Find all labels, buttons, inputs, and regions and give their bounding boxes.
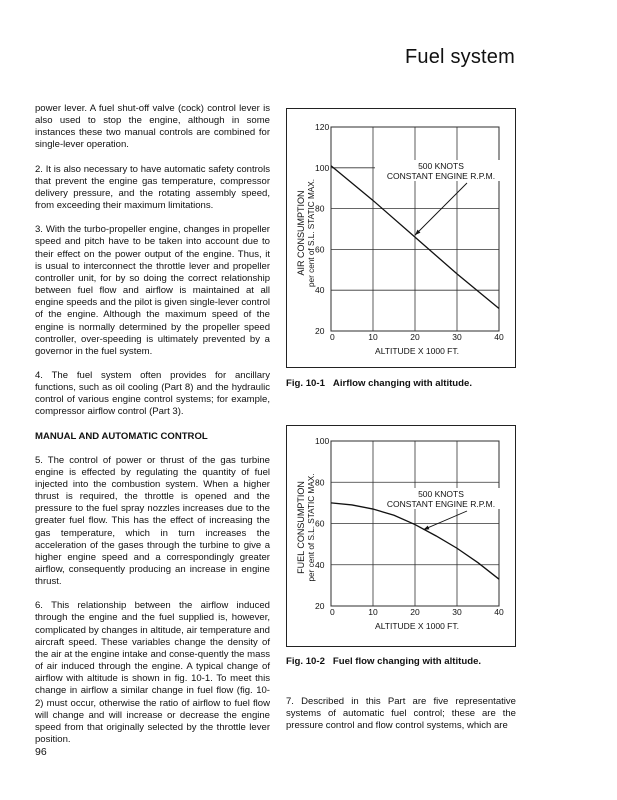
chart-svg-fuel bbox=[287, 426, 517, 648]
paragraph-6: 6. This relationship between the airflow induced through the engine and the fuel supplied is, however, complicated by changes in altitude, air temperature and aircraft speed. These variables change the density of the air at the engine intake and conse-quently the mass of air induced through the engine. A typical change of airflow with altitude is shown in fig. 10-1. To meet this change in airflow a similar change in fuel flow (fig. 10-2) must occur, otherwise the ratio of airflow to fuel flow will change and will increase or decrease the engine speed from that originally selected by the throttle lever position. bbox=[35, 600, 270, 746]
y-tick-label-80: 80 bbox=[315, 203, 325, 214]
caption-1-text: Airflow changing with altitude. bbox=[332, 378, 473, 389]
y-axis-sublabel: per cent of S.L. STATIC MAX. bbox=[307, 473, 316, 582]
x-tick-label-30: 30 bbox=[452, 607, 462, 617]
page-number: 96 bbox=[35, 746, 47, 758]
x-tick-label-20: 20 bbox=[410, 607, 420, 617]
x-tick-label-10: 10 bbox=[368, 332, 378, 342]
paragraph-4: 4. The fuel system often provides for ancillary functions, such as oil cooling (Part 8) and the hydraulic control of various engine control systems; for example, compressor airflow control (Part 3). bbox=[35, 369, 270, 418]
paragraph-5: 5. The control of power or thrust of the gas turbine engine is effected by regulating the quantity of fuel injected into the combustion system. When a higher thrust is required, the throttle is opened and the pressure to the fuel spray nozzles increases due to the greater fuel flow. This has the effect of increasing the gas temperature, which in turn increases the acceleration of the gases through the turbine to give a higher engine speed and a correspondingly greater airflow, consequently producing an increase in engine thrust. bbox=[35, 454, 270, 588]
x-tick-label-0: 0 bbox=[330, 607, 335, 617]
y-axis-label: FUEL CONSUMPTION bbox=[296, 481, 306, 574]
annotation-arrowhead bbox=[423, 526, 429, 530]
caption-1-number: Fig. 10-1 bbox=[286, 378, 325, 389]
x-axis-label: ALTITUDE X 1000 FT. bbox=[375, 346, 459, 356]
y-tick-label-60: 60 bbox=[315, 518, 325, 529]
annotation-leader bbox=[415, 183, 467, 235]
figure-10-2-caption bbox=[286, 656, 526, 668]
x-axis-label: ALTITUDE X 1000 FT. bbox=[375, 621, 459, 631]
y-tick-label-100: 100 bbox=[315, 162, 330, 173]
y-tick-label-20: 20 bbox=[315, 326, 325, 336]
paragraph-1: power lever. A fuel shut-off valve (cock) control lever is also used to stop the engine, although in some instances these two manual controls are combined for single-lever operation. bbox=[35, 103, 270, 151]
y-tick-label-40: 40 bbox=[315, 285, 325, 296]
caption-2-text: Fuel flow changing with altitude. bbox=[332, 656, 482, 667]
paragraph-2: 2. It is also necessary to have automatic safety controls that prevent the engine gas temperature, compressor delivery pressure, and the rotating assembly speed, from exceeding their maximum limitations. bbox=[35, 163, 270, 212]
figure-10-2-chart bbox=[286, 425, 516, 647]
chart-svg-airflow bbox=[287, 109, 517, 369]
section-heading: MANUAL AND AUTOMATIC CONTROL bbox=[35, 430, 208, 442]
y-tick-label-80: 80 bbox=[315, 477, 325, 488]
figure-10-1-caption bbox=[286, 378, 526, 390]
paragraph-3: 3. With the turbo-propeller engine, changes in propeller speed and pitch have to be taken into account due to their effect on the power output of the engine. Thus, it is usual to interconnect the throttle lever and propeller controller unit, for by so doing the correct relationship between fuel flow and airflow is maintained at all engine speeds and the pilot is given single-lever control of the engine. Although the maximum speed of the engine is normally determined by the propeller speed controller, over-speeding is ultimately prevented by a governor in the fuel system. bbox=[35, 224, 270, 357]
y-tick-label-60: 60 bbox=[315, 244, 325, 255]
x-tick-label-0: 0 bbox=[330, 332, 335, 342]
annotation-line-1: 500 KNOTS bbox=[418, 161, 464, 171]
y-tick-label-100: 100 bbox=[315, 436, 330, 446]
annotation-line-1: 500 KNOTS bbox=[418, 489, 464, 499]
x-tick-label-10: 10 bbox=[368, 607, 378, 617]
figure-10-1-chart bbox=[286, 108, 516, 368]
x-tick-label-20: 20 bbox=[410, 332, 420, 342]
page-header-title: Fuel system bbox=[404, 46, 515, 68]
y-axis-sublabel: per cent of S.L. STATIC MAX. bbox=[307, 179, 316, 287]
x-tick-label-40: 40 bbox=[494, 332, 504, 342]
x-tick-label-30: 30 bbox=[452, 332, 462, 342]
annotation-leader bbox=[423, 511, 467, 530]
y-tick-label-120: 120 bbox=[315, 122, 330, 132]
x-tick-label-40: 40 bbox=[494, 607, 504, 617]
y-axis-label: AIR CONSUMPTION bbox=[296, 190, 306, 276]
left-text-column bbox=[35, 103, 270, 758]
caption-2-number: Fig. 10-2 bbox=[286, 656, 325, 667]
y-tick-label-20: 20 bbox=[315, 601, 325, 611]
y-tick-label-40: 40 bbox=[315, 559, 325, 570]
annotation-line-2: CONSTANT ENGINE R.P.M. bbox=[386, 499, 496, 509]
annotation-line-2: CONSTANT ENGINE R.P.M. bbox=[386, 171, 496, 181]
paragraph-7: 7. Described in this Part are five representative systems of automatic fuel control; these are the pressure control and flow control systems, which are bbox=[286, 696, 516, 732]
